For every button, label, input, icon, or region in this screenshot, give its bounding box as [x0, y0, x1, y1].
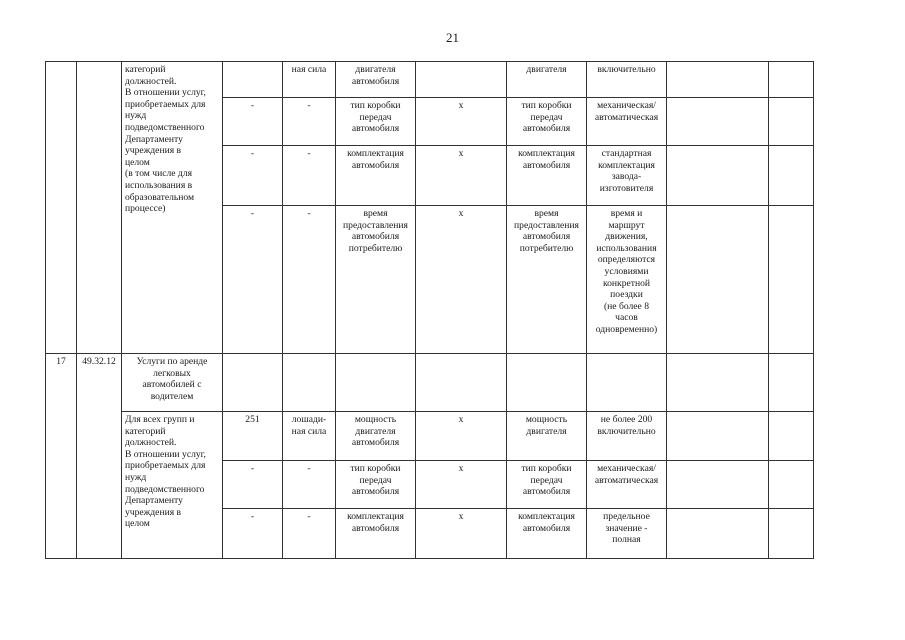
table-row	[46, 62, 814, 98]
cell-service-title: Услуги по аренде легковых автомобилей с водителем	[122, 354, 223, 412]
cell-char-name: двигателя автомобиля	[336, 62, 416, 98]
cell-char-name-2: мощность двигателя	[507, 412, 587, 461]
cell-empty	[667, 206, 769, 354]
cell-unit: -	[283, 98, 336, 146]
cell-char-name: тип коробки передач автомобиля	[336, 461, 416, 509]
cell-unit: -	[283, 206, 336, 354]
cell-empty	[507, 354, 587, 412]
cell-char-code: -	[223, 206, 283, 354]
table-row	[46, 412, 814, 461]
cell-char-value: x	[416, 206, 507, 354]
cell-char-value-2: предельное значение - полная	[587, 509, 667, 559]
cell-empty	[223, 354, 283, 412]
cell-empty	[769, 146, 814, 206]
cell-num: 17	[46, 354, 77, 559]
cell-char-value-2: механическая/ автоматическая	[587, 461, 667, 509]
cell-char-value: x	[416, 461, 507, 509]
cell-char-name-2: комплектация автомобиля	[507, 146, 587, 206]
cell-char-name: комплектация автомобиля	[336, 509, 416, 559]
cell-char-value: x	[416, 412, 507, 461]
table-row	[46, 354, 814, 412]
cell-char-code	[223, 62, 283, 98]
cell-char-value: x	[416, 509, 507, 559]
cell-empty	[416, 354, 507, 412]
cell-char-value-2: не более 200 включительно	[587, 412, 667, 461]
cell-empty	[769, 412, 814, 461]
cell-char-name: время предоставления автомобиля потребителю	[336, 206, 416, 354]
cell-char-code: 251	[223, 412, 283, 461]
cell-empty	[769, 461, 814, 509]
cell-char-name-2: комплектация автомобиля	[507, 509, 587, 559]
requirements-table	[45, 61, 814, 559]
cell-char-value: x	[416, 98, 507, 146]
cell-description: Для всех групп и категорий должностей. В отношении услуг, приобретаемых для нужд подведомственного Департаменту учреждения в целом	[122, 412, 223, 559]
cell-char-code: -	[223, 461, 283, 509]
cell-empty	[667, 509, 769, 559]
cell-empty	[283, 354, 336, 412]
cell-char-code: -	[223, 509, 283, 559]
cell-okpd: 49.32.12	[77, 354, 122, 559]
cell-unit: -	[283, 509, 336, 559]
cell-num	[46, 62, 77, 354]
cell-char-name-2: тип коробки передач автомобиля	[507, 461, 587, 509]
cell-empty	[667, 146, 769, 206]
cell-empty	[667, 412, 769, 461]
cell-empty	[667, 98, 769, 146]
cell-empty	[769, 509, 814, 559]
cell-empty	[336, 354, 416, 412]
cell-char-code: -	[223, 98, 283, 146]
cell-unit: -	[283, 146, 336, 206]
cell-char-value-2: механическая/ автоматическая	[587, 98, 667, 146]
cell-empty	[667, 461, 769, 509]
cell-char-name-2: двигателя	[507, 62, 587, 98]
cell-empty	[769, 98, 814, 146]
cell-okpd	[77, 62, 122, 354]
page-number: 21	[446, 30, 459, 45]
cell-unit: -	[283, 461, 336, 509]
cell-char-name-2: тип коробки передач автомобиля	[507, 98, 587, 146]
cell-char-value: x	[416, 146, 507, 206]
cell-char-value-2: время и маршрут движения, использования определяются условиями конкретной поездки (не более 8 часов одновременно)	[587, 206, 667, 354]
cell-char-value-2: стандартная комплектация завода- изготовителя	[587, 146, 667, 206]
cell-description: категорий должностей. В отношении услуг, приобретаемых для нужд подведомственного Департаменту учреждения в целом (в том числе для использования в образовательном процессе)	[122, 62, 223, 354]
cell-char-name: тип коробки передач автомобиля	[336, 98, 416, 146]
cell-unit: ная сила	[283, 62, 336, 98]
cell-char-value	[416, 62, 507, 98]
cell-char-value-2: включительно	[587, 62, 667, 98]
cell-empty	[769, 62, 814, 98]
cell-empty	[587, 354, 667, 412]
cell-char-name: комплектация автомобиля	[336, 146, 416, 206]
cell-char-name: мощность двигателя автомобиля	[336, 412, 416, 461]
cell-empty	[667, 62, 769, 98]
cell-empty	[769, 354, 814, 412]
cell-unit: лошади- ная сила	[283, 412, 336, 461]
cell-char-name-2: время предоставления автомобиля потребителю	[507, 206, 587, 354]
cell-char-code: -	[223, 146, 283, 206]
cell-empty	[769, 206, 814, 354]
cell-empty	[667, 354, 769, 412]
